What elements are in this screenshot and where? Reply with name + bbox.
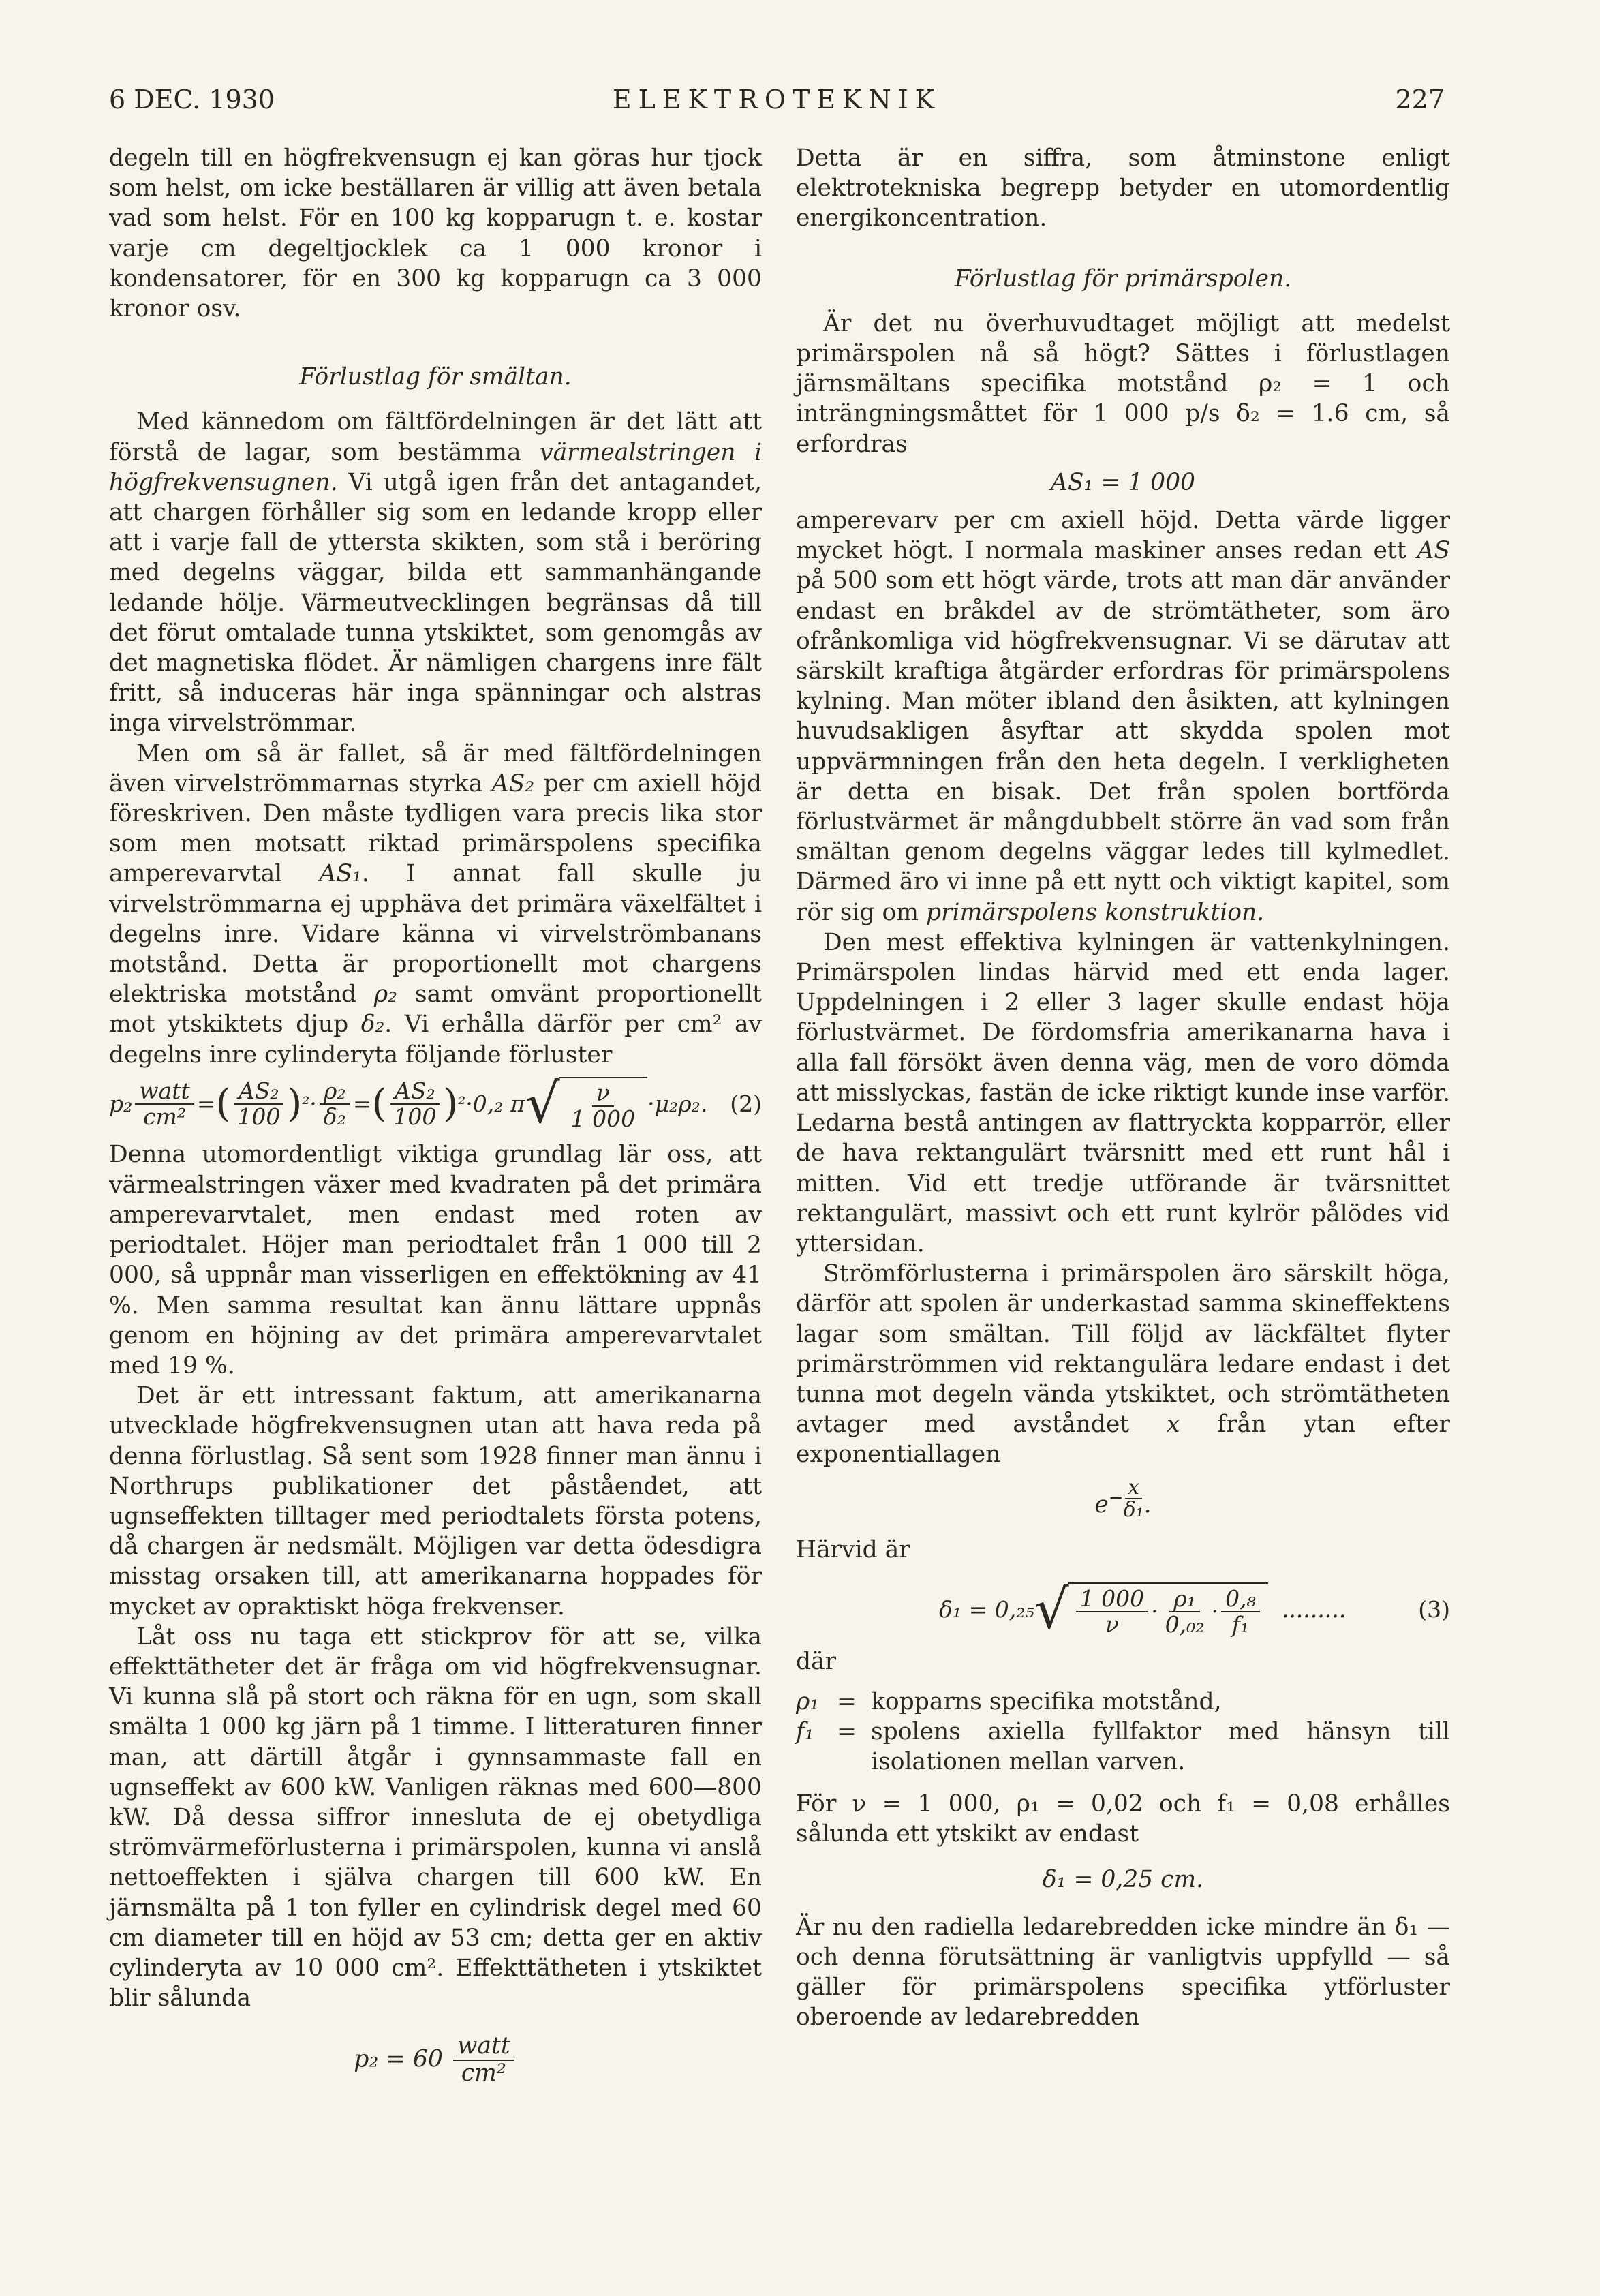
paragraph: Detta är en siffra, som åtminstone enligt elektrotekniska begrepp betyder en utomordentlig energikoncentration. <box>796 144 1450 232</box>
paragraph: Strömförlusterna i primärspolen äro särskilt höga, därför att spolen är underkastad samma skineffektens lagar som smältan. Till följd av läckfältet flyter primärströmmen vid rektangulära ledare endast i det tunna mot degeln vända ytskiktet, och strömtätheten avtager med avståndet x från ytan efter exponentiallagen <box>796 1260 1450 1469</box>
left-column <box>109 143 762 2095</box>
equation-delta1: δ₁ = 0,25 cm. <box>1042 1865 1204 1893</box>
paragraph: Är nu den radiella ledarebredden icke mindre än δ₁ — och denna förutsättning är vanligtvis uppfylld — så gäller för primärspolens specifika ytförluster oberoende av ledarebredden <box>796 1913 1450 2032</box>
paragraph: För ν = 1 000, ρ₁ = 0,02 och f₁ = 0,08 erhålles sålunda ett ytskikt av endast <box>796 1790 1450 1848</box>
running-header <box>109 85 1445 125</box>
paragraph: amperevarv per cm axiell höjd. Detta värde ligger mycket högt. I normala maskiner anses redan ett AS på 500 som ett högt värde, trots att man där använder endast en bråkdel av de strömtätheter, som äro ofrånkomliga vid högfrekvensugnar. Vi se därutav att särskilt kraftiga åtgärder erfordras för primärspolens kylning. Man möter ibland den åsikten, att kylningen huvudsakligen åsyftar att skydda spolen mot uppvärmningen från den heta degeln. I verkligheten är detta en bisak. Det från spolen bortförda förlustvärmet är mångdubbelt större än vad som från smältan genom degelns väggar ledes till kylmedlet. Därmed äro vi inne på ett nytt och viktigt kapitel, som rör sig om primärspolens konstruktion. <box>796 507 1450 926</box>
paragraph: Denna utomordentligt viktiga grundlag lär oss, att värmealstringen växer med kvadraten på det primära amperevarvtalet, men endast med roten av periodtalet. Höjer man periodtalet från 1 000 till 2 000, så uppnår man visserligen en effektökning av 41 %. Men samma resultat kan ännu lättare uppnås genom en höjning av det primära amperevarvtalet med 19 %. <box>109 1141 762 1379</box>
section-heading: Förlustlag för primärspolen. <box>954 264 1292 292</box>
paragraph: Med kännedom om fältfördelningen är det lätt att förstå de lagar, som bestämma värmealstringen i högfrekvensugnen. Vi utgå igen från det antagandet, att chargen förhåller sig som en ledande kropp eller att i varje fall de yttersta skikten, som stå i beröring med degelns väggar, bilda ett sammanhängande ledande hölje. Värmeutvecklingen begränsas då till det förut omtalade tunna ytskiktet, som genomgås av det magnetiska flödet. Är nämligen chargens inre fält fritt, så induceras här inga spänningar och alstras inga virvelströmmar. <box>109 408 762 737</box>
equation-p2-60: p₂ = 60 $\frac{\text{watt}}{\text{cm²}}$ <box>109 2034 762 2087</box>
equation-3: δ₁ = 0,₂₅ √ $\frac{1 000}{\nu}$ · $\frac{\text{ρ₁}}{\text{0,₀₂}}$ · $\frac{\text{0,₈}}{\text{f₁}}$ ......... (3) <box>939 1577 1450 1641</box>
journal-title: ELEKTROTEKNIK <box>612 85 942 114</box>
right-column <box>796 143 1450 2033</box>
equation-exponential: $e^{- \frac{x}{\text{δ₁}}}$ . <box>1094 1475 1152 1522</box>
paragraph: Den mest effektiva kylningen är vattenkylningen. Primärspolen lindas härvid med ett enda lager. Uppdelningen i 2 eller 3 lager skulle endast höja förlustvärmet. De fördomsfria amerikanarna hava i alla fall försökt även denna väg, men de voro dömda att misslyckas, fastän de icke riktigt kunde inse varför. Ledarna bestå antingen av flattryckta kopparrör, eller de hava rektangulärt tvärsnitt med ett runt hål i mitten. Vid ett tredje utförande är tvärsnittet rektangulärt, massivt och ett runt kylrör pålödes vid yttersidan. <box>796 928 1450 1257</box>
paragraph: Det är ett intressant faktum, att amerikanarna utvecklade högfrekvensugnen utan att hava reda på denna förlustlag. Så sent som 1928 finner man ännu i Northrups publikationer det påståendet, att ugnseffekten tilltager med periodtalets första potens, då chargen är nedsmält. Möjligen var detta ödesdigra misstag orsaken till, att amerikanarna hoppades för mycket av opraktiskt höga frekvenser. <box>109 1382 762 1621</box>
paragraph: där <box>796 1648 837 1676</box>
paragraph: Härvid är <box>796 1535 910 1563</box>
paragraph: Men om så är fallet, så är med fältfördelningen även virvelströmmarnas styrka AS₂ per cm axiell höjd föreskriven. Den måste tydligen vara precis lika stor som men motsatt riktad primärspolens specifika amperevarvtal AS₁. I annat fall skulle ju virvelströmmarna ej upphäva det primära växelfältet i degelns inre. Vidare känna vi virvelströmbanans motstånd. Detta är proportionellt mot chargens elektriska motstånd ρ₂ samt omvänt proportionellt mot ytskiktets djup δ₂. Vi erhålla därför per cm² av degelns inre cylinderyta följande förluster <box>109 739 763 1069</box>
paragraph: degeln till en högfrekvensugn ej kan göras hur tjock som helst, om icke beställaren är villig att även betala vad som helst. För en 100 kg kopparugn t. e. kostar varje cm degeltjocklek ca 1 000 kronor i kondensatorer, för en 300 kg kopparugn ca 3 000 kronor osv. <box>109 144 762 323</box>
paragraph: Låt oss nu taga ett stickprov för att se, vilka effekttätheter det är fråga om vid högfrekvensugnar. Vi kunna slå på stort och räkna för en ugn, som skall smälta 1 000 kg järn på 1 timme. I litteraturen finner man, att därtill åtgår i gynnsammaste fall en ugnseffekt av 600 kW. Vanligen räknas med 600—800 kW. Då dessa siffror innesluta de ej obetydliga strömvärmeförlusterna i primärspolen, kunna vi anslå nettoeffekten i själva chargen till 600 kW. En järnsmälta på 1 ton fyller en cylindrisk degel med 60 cm diameter till en höjd av 53 cm; detta ger en aktiv cylinderyta av 10 000 cm². Effekttätheten i ytskiktet blir sålunda <box>109 1623 762 2012</box>
issue-date: 6 DEC. 1930 <box>109 85 275 114</box>
equation-as1: AS₁ = 1 000 <box>1051 468 1195 496</box>
section-heading: Förlustlag för smältan. <box>299 363 572 391</box>
paragraph: Är det nu överhuvudtaget möjligt att medelst primärspolen nå så högt? Sättes i förlustlagen järnsmältans specifika motstånd ρ₂ = 1 och inträngningsmåttet för 1 000 p/s δ₂ = 1.6 cm, så erfordras <box>796 309 1450 458</box>
definition-list: ρ₁ = kopparns specifika motstånd, f₁ = spolens axiella fyllfaktor med hänsyn till isolationen mellan varven. <box>796 1687 1450 1775</box>
equation-2: p₂ $\frac{\text{watt}}{\text{cm²}}$ = ( $\frac{\text{AS₂}}{100}$ ) ² · $\frac{\text{ρ₂}}{\text{δ₂}}$ = ( $\frac{\text{AS₂}}{100}$ ) ² · 0,₂ π √ $\frac{\nu}{1 000}$ ·μ₂ρ₂. (2) <box>109 1071 762 1135</box>
page-number: 227 <box>1395 85 1445 114</box>
